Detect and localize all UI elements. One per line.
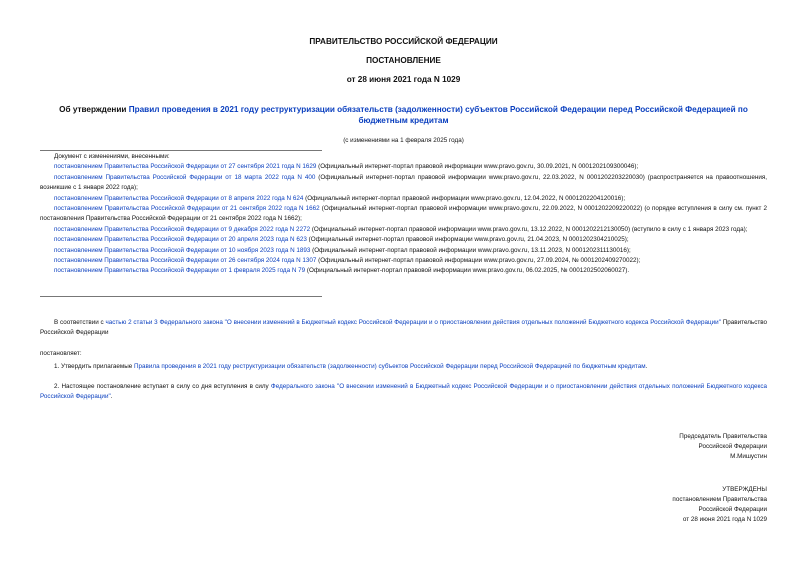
point-1: [40, 362, 767, 372]
approved-date: от 28 июня 2021 года N 1029: [682, 516, 767, 523]
amendment-details: (Официальный интернет-портал правовой информации www.pravo.gov.ru, 13.11.2023, N 0001202311130016);: [310, 246, 631, 254]
amendment-link[interactable]: постановлением Правительства Российской Федерации от 27 сентября 2021 года N 1629: [54, 163, 317, 171]
bottom-divider: [40, 296, 322, 297]
signature-block: [679, 432, 767, 462]
amendment-link[interactable]: постановлением Правительства Российской Федерации от 18 марта 2022 года N 400: [54, 173, 316, 181]
decides-line: постановляет:: [40, 350, 82, 357]
preamble-prefix: В соответствии с: [54, 319, 106, 326]
list-item: [40, 246, 767, 256]
list-item: [40, 256, 767, 266]
document-title: [40, 104, 767, 126]
amendment-link[interactable]: постановлением Правительства Российской Федерации от 9 декабря 2022 года N 2272: [54, 225, 311, 233]
preamble: [40, 318, 767, 338]
amendments-list: [40, 152, 767, 277]
list-item: [40, 225, 767, 235]
document-type: ПОСТАНОВЛЕНИЕ: [366, 56, 441, 65]
title-rules-link[interactable]: Правил проведения в 2021 году реструктуризации обязательств (задолженности) субъектов Российской Федерации перед Российской Федерацией по бюджетным кредитам: [128, 105, 748, 125]
list-item: [40, 194, 767, 204]
document-date-number: от 28 июня 2021 года N 1029: [346, 75, 461, 84]
amendment-link[interactable]: постановлением Правительства Российской Федерации от 10 ноября 2023 года N 1893: [54, 246, 311, 254]
amendment-link[interactable]: постановлением Правительства Российской Федерации от 1 февраля 2025 года N 79: [54, 267, 306, 275]
signatory-name: М.Мишустин: [730, 453, 767, 460]
top-divider: [40, 150, 322, 151]
preamble-suffix: Правительство Российской Федерации: [40, 319, 768, 337]
approved-by: постановлением Правительства: [672, 496, 767, 503]
point-2-suffix: .: [110, 393, 113, 401]
approved-country: Российской Федерации: [698, 506, 767, 513]
amendment-details: (Официальный интернет-портал правовой информации www.pravo.gov.ru, 27.09.2024, № 0001202409270022);: [316, 257, 641, 265]
list-item: [40, 173, 767, 194]
federal-law-link[interactable]: Федерального закона "О внесении изменений в Бюджетный кодекс Российской Федерации и о приостановлении действия отдельных положений Бюджетного кодекса Российской Федерации": [40, 383, 767, 401]
list-item: [40, 204, 767, 225]
list-item: [40, 162, 767, 172]
amendment-details: (Официальный интернет-портал правовой информации www.pravo.gov.ru, 12.04.2022, N 0001202204120016);: [303, 194, 626, 202]
amendment-details: (Официальный интернет-портал правовой информации www.pravo.gov.ru, 21.04.2023, N 0001202304210025);: [306, 236, 629, 244]
amendment-details: (Официальный интернет-портал правовой информации www.pravo.gov.ru, 13.12.2022, N 0001202212130050) (вступило в силу с 1 января 2023 года);: [310, 225, 748, 233]
signatory-position: Председатель Правительства: [679, 433, 767, 440]
amendment-details: (Официальный интернет-портал правовой информации www.pravo.gov.ru, 22.09.2022, N 0001202209220022) (о порядке вступления в силу см. пункт 2 постановления Правительства Российской Федерации от 21 сентября 2022 года N 1662);: [40, 205, 768, 223]
approved-rules-link[interactable]: Правила проведения в 2021 году реструктуризации обязательств (задолженности) субъектов Российской Федерации перед Российской Федерацией по бюджетным кредитам: [134, 363, 646, 370]
title-prefix: Об утверждении: [59, 105, 129, 114]
amendment-link[interactable]: постановлением Правительства Российской Федерации от 26 сентября 2024 года N 1307: [54, 257, 317, 265]
approval-stamp: [672, 485, 767, 525]
amendment-link[interactable]: постановлением Правительства Российской Федерации от 8 апреля 2022 года N 624: [54, 194, 304, 202]
amendment-details: (Официальный интернет-портал правовой информации www.pravo.gov.ru, 30.09.2021, N 0001202109300046);: [316, 163, 639, 171]
issuing-authority: ПРАВИТЕЛЬСТВО РОССИЙСКОЙ ФЕДЕРАЦИИ: [309, 37, 498, 46]
approved-label: УТВЕРЖДЕНЫ: [722, 486, 767, 493]
amendments-intro: Документ с изменениями, внесенными:: [54, 153, 170, 160]
revision-note: (с изменениями на 1 февраля 2025 года): [343, 137, 464, 144]
amendment-link[interactable]: постановлением Правительства Российской Федерации от 21 сентября 2022 года N 1662: [54, 205, 320, 213]
point-2: [40, 382, 767, 402]
point-1-prefix: 1. Утвердить прилагаемые: [54, 363, 134, 370]
amendment-details: (Официальный интернет-портал правовой информации www.pravo.gov.ru, 22.03.2022, N 0001202203220030) (распространяется на правоотношения, возникшие с 1 января 2022 года);: [40, 173, 767, 192]
federal-law-article-link[interactable]: частью 2 статьи 3 Федерального закона "О внесении изменений в Бюджетный кодекс Российской Федерации и о приостановлении действия отдельных положений Бюджетного кодекса Российской Федерации": [105, 319, 721, 326]
list-item: [40, 235, 767, 245]
signatory-country: Российской Федерации: [698, 443, 767, 450]
point-2-prefix: 2. Настоящее постановление вступает в силу со дня вступления в силу: [54, 383, 271, 390]
point-1-suffix: .: [645, 363, 648, 370]
amendment-details: (Официальный интернет-портал правовой информации www.pravo.gov.ru, 06.02.2025, № 0001202502060027).: [305, 267, 630, 275]
amendment-link[interactable]: постановлением Правительства Российской Федерации от 20 апреля 2023 года N 623: [54, 236, 307, 244]
list-item: [40, 266, 767, 276]
